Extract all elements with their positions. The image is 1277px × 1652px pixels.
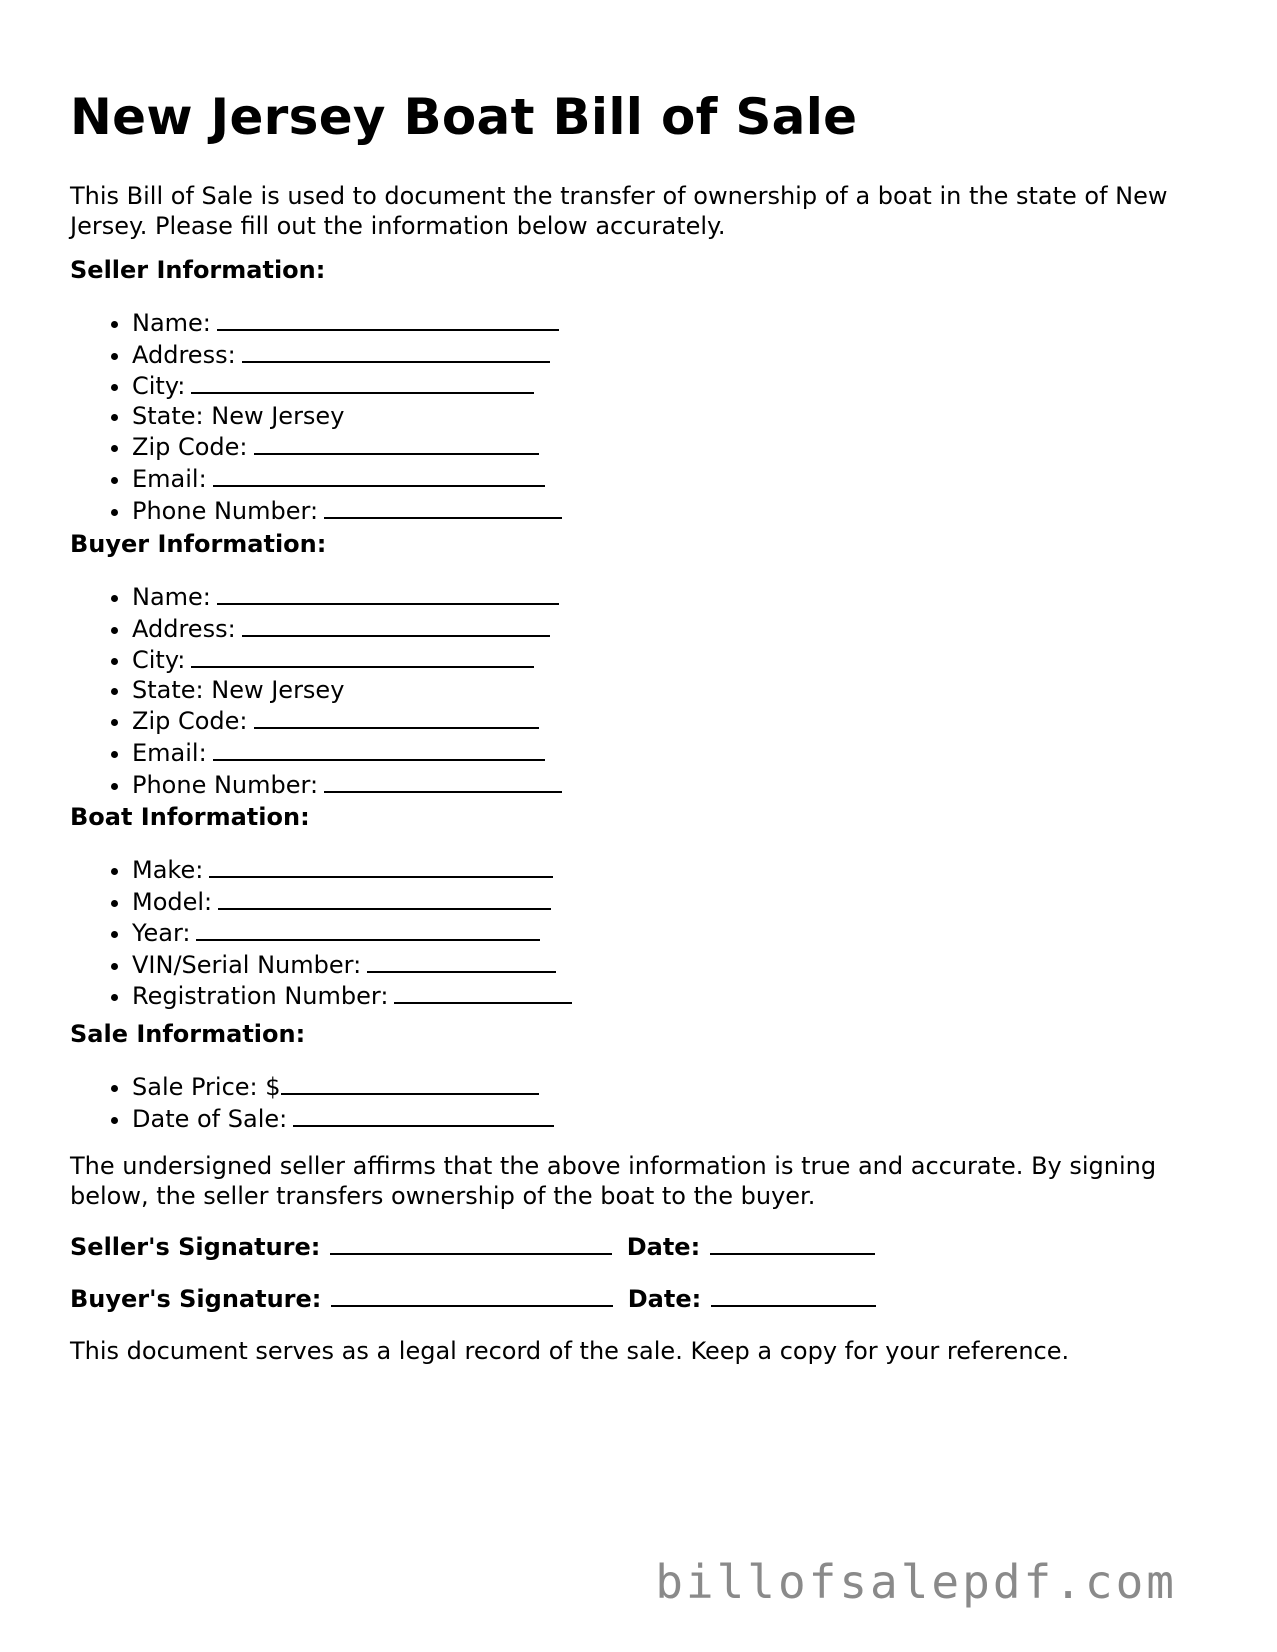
boat-make-label: Make: (132, 856, 204, 884)
sale-price-label: Sale Price: $ (132, 1073, 281, 1101)
boat-fields-list (70, 854, 572, 1012)
sale-price-field[interactable] (281, 1071, 539, 1095)
affirmation-paragraph: The undersigned seller affirms that the above information is true and accurate. By signing below, the seller transfers ownership of the boat to the buyer. (70, 1152, 1157, 1210)
boat-make-field[interactable] (209, 854, 553, 878)
buyer-signature-field[interactable] (331, 1283, 613, 1307)
buyer-zip-field[interactable] (254, 705, 539, 729)
boat-year-label: Year: (132, 919, 191, 948)
list-item (132, 370, 562, 402)
buyer-phone-field[interactable] (324, 769, 562, 793)
seller-zip-field[interactable] (254, 431, 539, 455)
seller-fields-list (70, 307, 562, 526)
seller-date-label: Date: (626, 1233, 701, 1261)
seller-email-label: Email: (132, 464, 207, 493)
buyer-date-field[interactable] (711, 1283, 876, 1307)
seller-address-label: Address: (132, 340, 236, 369)
buyer-fields-list (70, 581, 562, 800)
seller-city-label: City: (132, 372, 186, 401)
intro-paragraph: This Bill of Sale is used to document the transfer of ownership of a boat in the state of New Jersey. Please fill out the information below accurately. (70, 182, 1168, 240)
seller-zip-label: Zip Code: (132, 433, 248, 462)
seller-date-field[interactable] (710, 1231, 875, 1255)
buyer-address-field[interactable] (242, 613, 550, 637)
buyer-name-label: Name: (132, 583, 211, 611)
list-item (132, 980, 572, 1012)
list-item (132, 581, 562, 613)
list-item (132, 917, 572, 949)
list-item (132, 1103, 554, 1135)
buyer-zip-label: Zip Code: (132, 707, 248, 736)
buyer-email-field[interactable] (213, 737, 545, 761)
document-title: New Jersey Boat Bill of Sale (70, 88, 858, 146)
list-item (132, 307, 562, 339)
seller-name-field[interactable] (217, 307, 559, 331)
seller-name-label: Name: (132, 309, 211, 337)
buyer-email-label: Email: (132, 738, 207, 767)
buyer-address-label: Address: (132, 614, 236, 643)
boat-registration-field[interactable] (394, 980, 572, 1004)
list-item (132, 644, 562, 676)
seller-phone-label: Phone Number: (132, 496, 319, 525)
boat-vin-label: VIN/Serial Number: (132, 950, 362, 979)
seller-email-field[interactable] (213, 463, 545, 487)
boat-registration-label: Registration Number: (132, 982, 389, 1011)
list-item (132, 854, 572, 886)
seller-signature-field[interactable] (330, 1231, 612, 1255)
seller-section-heading: Seller Information: (70, 256, 326, 284)
list-item (132, 1071, 554, 1103)
buyer-signature-label: Buyer's Signature: (70, 1285, 322, 1313)
footer-note: This document serves as a legal record of the sale. Keep a copy for your reference. (70, 1337, 1070, 1365)
boat-model-field[interactable] (218, 886, 551, 910)
buyer-signature-row (70, 1283, 876, 1314)
sale-date-label: Date of Sale: (132, 1104, 288, 1133)
buyer-city-field[interactable] (191, 644, 534, 668)
list-item (132, 431, 562, 463)
sale-date-field[interactable] (293, 1103, 554, 1127)
buyer-city-label: City: (132, 646, 186, 675)
site-watermark: billofsalepdf.com (655, 1555, 1177, 1609)
seller-signature-label: Seller's Signature: (70, 1233, 321, 1261)
list-item (132, 737, 562, 769)
seller-address-field[interactable] (242, 339, 550, 363)
list-item (132, 339, 562, 371)
sale-section-heading: Sale Information: (70, 1020, 306, 1048)
list-item (132, 676, 562, 706)
buyer-section-heading: Buyer Information: (70, 530, 327, 558)
list-item (132, 886, 572, 918)
boat-section-heading: Boat Information: (70, 803, 310, 831)
boat-year-field[interactable] (196, 917, 540, 941)
seller-signature-row (70, 1231, 875, 1262)
sale-fields-list (70, 1071, 554, 1134)
seller-city-field[interactable] (191, 370, 534, 394)
buyer-date-label: Date: (627, 1285, 702, 1313)
list-item (132, 613, 562, 645)
list-item (132, 495, 562, 527)
list-item (132, 705, 562, 737)
list-item (132, 769, 562, 801)
boat-model-label: Model: (132, 887, 213, 916)
seller-phone-field[interactable] (324, 495, 562, 519)
list-item (132, 402, 562, 432)
buyer-name-field[interactable] (217, 581, 559, 605)
seller-state-label: State: New Jersey (132, 401, 345, 430)
list-item (132, 949, 572, 981)
buyer-phone-label: Phone Number: (132, 770, 319, 799)
buyer-state-label: State: New Jersey (132, 675, 345, 704)
boat-vin-field[interactable] (367, 949, 556, 973)
list-item (132, 463, 562, 495)
